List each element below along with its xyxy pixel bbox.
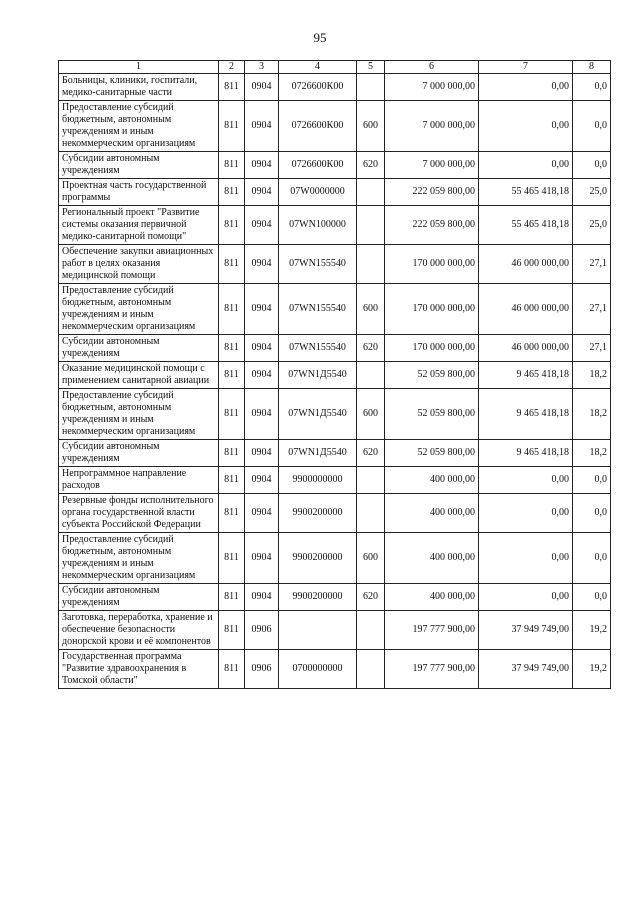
cell-col-8: 0,0: [573, 74, 611, 101]
cell-name: Субсидии автономным учреждениям: [59, 152, 219, 179]
table-row: [59, 74, 611, 101]
cell-col-2: 811: [219, 179, 245, 206]
cell-col-4: 9900000000: [279, 467, 357, 494]
table-row: [59, 101, 611, 152]
header-row: [59, 61, 611, 74]
cell-name: Субсидии автономным учреждениям: [59, 440, 219, 467]
cell-name: Региональный проект "Развитие системы оказания первичной медико-санитарной помощи": [59, 206, 219, 245]
cell-name: Оказание медицинской помощи с применением санитарной авиации: [59, 362, 219, 389]
cell-col-6: 52 059 800,00: [385, 389, 479, 440]
cell-col-6: 222 059 800,00: [385, 206, 479, 245]
cell-col-3: 0904: [245, 179, 279, 206]
cell-col-8: 0,0: [573, 584, 611, 611]
cell-col-2: 811: [219, 494, 245, 533]
table-row: [59, 152, 611, 179]
header-col-2: 2: [219, 61, 245, 74]
cell-col-4: 0726600К00: [279, 74, 357, 101]
cell-col-8: 19,2: [573, 611, 611, 650]
page-number: 95: [313, 30, 327, 45]
table-row: [59, 533, 611, 584]
cell-col-8: 0,0: [573, 152, 611, 179]
cell-name: Субсидии автономным учреждениям: [59, 335, 219, 362]
cell-col-8: 0,0: [573, 533, 611, 584]
cell-col-5: 620: [357, 440, 385, 467]
cell-name: Государственная программа "Развитие здравоохранения в Томской области": [59, 650, 219, 689]
table-row: [59, 650, 611, 689]
cell-col-4: 9900200000: [279, 533, 357, 584]
cell-col-7: 37 949 749,00: [479, 650, 573, 689]
header-col-4: 4: [279, 61, 357, 74]
cell-col-7: 0,00: [479, 494, 573, 533]
cell-col-2: 811: [219, 245, 245, 284]
cell-col-2: 811: [219, 533, 245, 584]
cell-col-6: 197 777 900,00: [385, 650, 479, 689]
cell-col-5: [357, 206, 385, 245]
cell-col-8: 25,0: [573, 206, 611, 245]
cell-col-7: 0,00: [479, 467, 573, 494]
cell-col-4: 07WN100000: [279, 206, 357, 245]
cell-name: Предоставление субсидий бюджетным, автономным учреждениям и иным некоммерческим организациям: [59, 389, 219, 440]
cell-col-6: 170 000 000,00: [385, 245, 479, 284]
budget-table: [58, 60, 611, 689]
cell-col-8: 27,1: [573, 245, 611, 284]
cell-col-8: 27,1: [573, 284, 611, 335]
cell-col-5: [357, 74, 385, 101]
cell-col-6: 7 000 000,00: [385, 101, 479, 152]
cell-name: Субсидии автономным учреждениям: [59, 584, 219, 611]
cell-col-7: 46 000 000,00: [479, 284, 573, 335]
cell-col-3: 0904: [245, 389, 279, 440]
cell-col-2: 811: [219, 467, 245, 494]
header-col-6: 6: [385, 61, 479, 74]
cell-col-2: 811: [219, 440, 245, 467]
cell-col-4: 9900200000: [279, 494, 357, 533]
cell-col-7: 0,00: [479, 101, 573, 152]
header-col-3: 3: [245, 61, 279, 74]
cell-col-3: 0906: [245, 650, 279, 689]
cell-col-4: 07WN155540: [279, 284, 357, 335]
cell-col-5: 600: [357, 101, 385, 152]
cell-col-6: 400 000,00: [385, 533, 479, 584]
cell-name: Предоставление субсидий бюджетным, автономным учреждениям и иным некоммерческим организациям: [59, 101, 219, 152]
cell-col-6: 197 777 900,00: [385, 611, 479, 650]
cell-col-7: 0,00: [479, 152, 573, 179]
cell-col-6: 400 000,00: [385, 467, 479, 494]
cell-col-4: 0726600К00: [279, 152, 357, 179]
cell-col-2: 811: [219, 101, 245, 152]
cell-col-2: 811: [219, 362, 245, 389]
cell-col-2: 811: [219, 152, 245, 179]
cell-col-2: 811: [219, 74, 245, 101]
cell-col-3: 0906: [245, 611, 279, 650]
cell-name: Предоставление субсидий бюджетным, автономным учреждениям и иным некоммерческим организациям: [59, 284, 219, 335]
cell-col-4: 9900200000: [279, 584, 357, 611]
cell-col-8: 0,0: [573, 494, 611, 533]
cell-col-5: [357, 362, 385, 389]
cell-col-5: [357, 245, 385, 284]
cell-col-8: 18,2: [573, 362, 611, 389]
cell-col-8: 0,0: [573, 101, 611, 152]
cell-col-3: 0904: [245, 284, 279, 335]
cell-name: Больницы, клиники, госпитали, медико-санитарные части: [59, 74, 219, 101]
header-col-1: 1: [59, 61, 219, 74]
cell-col-3: 0904: [245, 74, 279, 101]
cell-col-2: 811: [219, 335, 245, 362]
cell-name: Резервные фонды исполнительного органа государственной власти субъекта Российской Федерации: [59, 494, 219, 533]
cell-col-7: 0,00: [479, 533, 573, 584]
table-body: [59, 74, 611, 689]
cell-col-4: 07WN1Д5540: [279, 440, 357, 467]
cell-col-3: 0904: [245, 362, 279, 389]
cell-col-5: [357, 179, 385, 206]
table-row: [59, 179, 611, 206]
cell-name: Непрограммное направление расходов: [59, 467, 219, 494]
header-col-5: 5: [357, 61, 385, 74]
cell-col-5: 600: [357, 533, 385, 584]
cell-col-2: 811: [219, 206, 245, 245]
cell-col-2: 811: [219, 650, 245, 689]
cell-col-6: 170 000 000,00: [385, 335, 479, 362]
cell-col-2: 811: [219, 284, 245, 335]
cell-col-5: [357, 494, 385, 533]
table-row: [59, 494, 611, 533]
cell-col-7: 9 465 418,18: [479, 362, 573, 389]
cell-col-7: 55 465 418,18: [479, 179, 573, 206]
cell-col-7: 9 465 418,18: [479, 389, 573, 440]
cell-col-2: 811: [219, 584, 245, 611]
cell-col-7: 0,00: [479, 74, 573, 101]
cell-col-5: 600: [357, 389, 385, 440]
cell-col-6: 7 000 000,00: [385, 152, 479, 179]
cell-col-3: 0904: [245, 533, 279, 584]
cell-col-4: 07WN155540: [279, 335, 357, 362]
table-row: [59, 362, 611, 389]
table-row: [59, 245, 611, 284]
cell-col-2: 811: [219, 389, 245, 440]
cell-col-6: 170 000 000,00: [385, 284, 479, 335]
cell-col-3: 0904: [245, 245, 279, 284]
cell-col-7: 46 000 000,00: [479, 245, 573, 284]
cell-col-7: 0,00: [479, 584, 573, 611]
cell-col-3: 0904: [245, 467, 279, 494]
table-row: [59, 584, 611, 611]
cell-col-6: 400 000,00: [385, 584, 479, 611]
cell-col-5: 620: [357, 335, 385, 362]
cell-col-6: 52 059 800,00: [385, 440, 479, 467]
cell-col-3: 0904: [245, 335, 279, 362]
table-row: [59, 611, 611, 650]
header-col-7: 7: [479, 61, 573, 74]
cell-col-5: [357, 611, 385, 650]
cell-col-7: 55 465 418,18: [479, 206, 573, 245]
header-col-8: 8: [573, 61, 611, 74]
cell-col-8: 18,2: [573, 440, 611, 467]
cell-col-4: 07W0000000: [279, 179, 357, 206]
cell-col-8: 18,2: [573, 389, 611, 440]
cell-col-7: 9 465 418,18: [479, 440, 573, 467]
cell-col-3: 0904: [245, 101, 279, 152]
cell-col-5: [357, 650, 385, 689]
cell-name: Проектная часть государственной программы: [59, 179, 219, 206]
cell-col-7: 37 949 749,00: [479, 611, 573, 650]
cell-col-3: 0904: [245, 584, 279, 611]
cell-col-5: 600: [357, 284, 385, 335]
cell-col-3: 0904: [245, 494, 279, 533]
cell-col-5: 620: [357, 584, 385, 611]
table-row: [59, 284, 611, 335]
cell-col-3: 0904: [245, 152, 279, 179]
cell-col-6: 400 000,00: [385, 494, 479, 533]
table-row: [59, 467, 611, 494]
cell-name: Обеспечение закупки авиационных работ в целях оказания медицинской помощи: [59, 245, 219, 284]
cell-col-6: 7 000 000,00: [385, 74, 479, 101]
cell-col-4: 07WN1Д5540: [279, 389, 357, 440]
table-row: [59, 206, 611, 245]
cell-col-4: 0700000000: [279, 650, 357, 689]
cell-col-6: 222 059 800,00: [385, 179, 479, 206]
cell-col-6: 52 059 800,00: [385, 362, 479, 389]
cell-col-2: 811: [219, 611, 245, 650]
table-row: [59, 440, 611, 467]
cell-name: Заготовка, переработка, хранение и обеспечение безопасности донорской крови и её компонентов: [59, 611, 219, 650]
cell-col-4: 07WN1Д5540: [279, 362, 357, 389]
cell-col-7: 46 000 000,00: [479, 335, 573, 362]
cell-col-3: 0904: [245, 440, 279, 467]
cell-col-3: 0904: [245, 206, 279, 245]
cell-name: Предоставление субсидий бюджетным, автономным учреждениям и иным некоммерческим организациям: [59, 533, 219, 584]
cell-col-8: 19,2: [573, 650, 611, 689]
cell-col-5: 620: [357, 152, 385, 179]
cell-col-4: [279, 611, 357, 650]
table-row: [59, 389, 611, 440]
cell-col-8: 25,0: [573, 179, 611, 206]
cell-col-8: 0,0: [573, 467, 611, 494]
cell-col-4: 0726600К00: [279, 101, 357, 152]
cell-col-8: 27,1: [573, 335, 611, 362]
cell-col-5: [357, 467, 385, 494]
cell-col-4: 07WN155540: [279, 245, 357, 284]
table-header: [59, 61, 611, 74]
table-row: [59, 335, 611, 362]
